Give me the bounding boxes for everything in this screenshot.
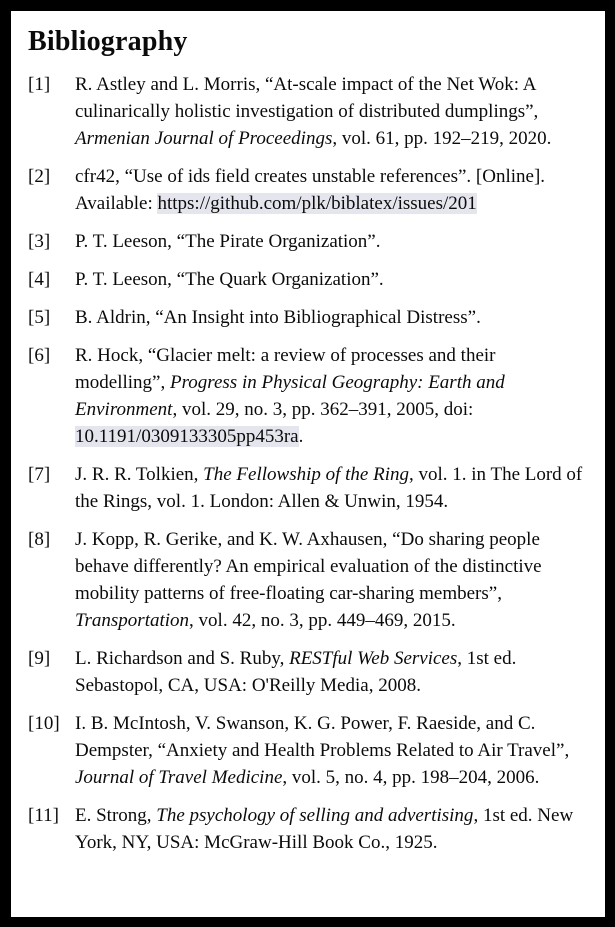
reference-segment: , vol. 5, no. 4, pp. 198–204, 2006. <box>282 767 540 788</box>
reference-segment: J. Kopp, R. Gerike, and K. W. Axhausen, “Do sharing people behave differently? An empirical evaluation of the distinctive mobility patterns of free-floating car-sharing members”, <box>75 529 542 604</box>
reference-segment: P. T. Leeson, “The Pirate Organization”. <box>75 231 381 252</box>
reference-label: [7] <box>28 464 51 485</box>
reference-item <box>28 802 585 856</box>
reference-text <box>75 163 585 217</box>
reference-link[interactable]: 10.1191/0309133305pp453ra <box>75 426 299 447</box>
reference-segment: , vol. 29, no. 3, pp. 362–391, 2005, doi: <box>172 399 474 420</box>
reference-segment: The psychology of selling and advertising <box>156 805 474 826</box>
reference-item <box>28 266 585 293</box>
reference-segment: L. Richardson and S. Ruby, <box>75 648 290 669</box>
reference-item <box>28 342 585 450</box>
reference-item <box>28 710 585 791</box>
reference-segment: cfr42, “Use of ids field creates unstable references”. [Online]. Available: <box>75 166 546 214</box>
reference-item <box>28 461 585 515</box>
reference-text <box>75 526 585 634</box>
reference-label: [6] <box>28 345 51 366</box>
reference-segment: J. R. R. Tolkien, <box>75 464 204 485</box>
reference-label: [3] <box>28 231 51 252</box>
reference-label: [9] <box>28 648 51 669</box>
reference-label: [4] <box>28 269 51 290</box>
reference-label: [8] <box>28 529 51 550</box>
reference-text <box>75 645 585 699</box>
reference-item <box>28 526 585 634</box>
reference-segment: , vol. 61, pp. 192–219, 2020. <box>332 128 552 149</box>
reference-label: [11] <box>28 805 59 826</box>
reference-label: [2] <box>28 166 51 187</box>
reference-text <box>75 71 585 152</box>
reference-segment: . <box>298 426 304 447</box>
reference-segment: Armenian Journal of Proceedings <box>75 128 333 149</box>
reference-item <box>28 71 585 152</box>
reference-segment: , vol. 42, no. 3, pp. 449–469, 2015. <box>189 610 456 631</box>
reference-item <box>28 645 585 699</box>
reference-label: [5] <box>28 307 51 328</box>
reference-text <box>75 266 585 293</box>
reference-item <box>28 304 585 331</box>
reference-text <box>75 342 585 450</box>
reference-label: [1] <box>28 74 51 95</box>
reference-label: [10] <box>28 713 60 734</box>
reference-segment: Journal of Travel Medicine <box>75 767 283 788</box>
reference-item <box>28 163 585 217</box>
reference-text <box>75 710 585 791</box>
bibliography-page <box>11 11 605 917</box>
reference-segment: RESTful Web Services <box>289 648 458 669</box>
reference-segment: I. B. McIntosh, V. Swanson, K. G. Power, F. Raeside, and C. Dempster, “Anxiety and Health Problems Related to Air Travel”, <box>75 713 570 761</box>
reference-list <box>28 71 585 856</box>
reference-segment: The Fellowship of the Ring <box>203 464 409 485</box>
reference-segment: , 1st ed. New York, NY, USA: McGraw-Hill Book Co., 1925. <box>75 805 574 853</box>
reference-segment: Progress in Physical Geography: Earth and Environment <box>75 372 505 420</box>
reference-segment: , 1st ed. Sebastopol, CA, USA: O'Reilly Media, 2008. <box>75 648 517 696</box>
reference-segment: R. Hock, “Glacier melt: a review of processes and their modelling”, <box>75 345 496 393</box>
reference-text <box>75 304 585 331</box>
reference-item <box>28 228 585 255</box>
reference-text <box>75 802 585 856</box>
reference-text <box>75 228 585 255</box>
reference-link[interactable]: https://github.com/plk/biblatex/issues/201 <box>157 193 477 214</box>
reference-segment: , vol. 1. in The Lord of the Rings, vol. 1. London: Allen & Unwin, 1954. <box>75 464 583 512</box>
reference-text <box>75 461 585 515</box>
reference-segment: B. Aldrin, “An Insight into Bibliographical Distress”. <box>75 307 481 328</box>
reference-segment: E. Strong, <box>75 805 157 826</box>
reference-segment: R. Astley and L. Morris, “At-scale impact of the Net Wok: A culinarically holistic investigation of distributed dumplings”, <box>75 74 539 122</box>
reference-segment: P. T. Leeson, “The Quark Organization”. <box>75 269 384 290</box>
reference-segment: Transportation <box>75 610 190 631</box>
page-title: Bibliography <box>28 26 188 57</box>
